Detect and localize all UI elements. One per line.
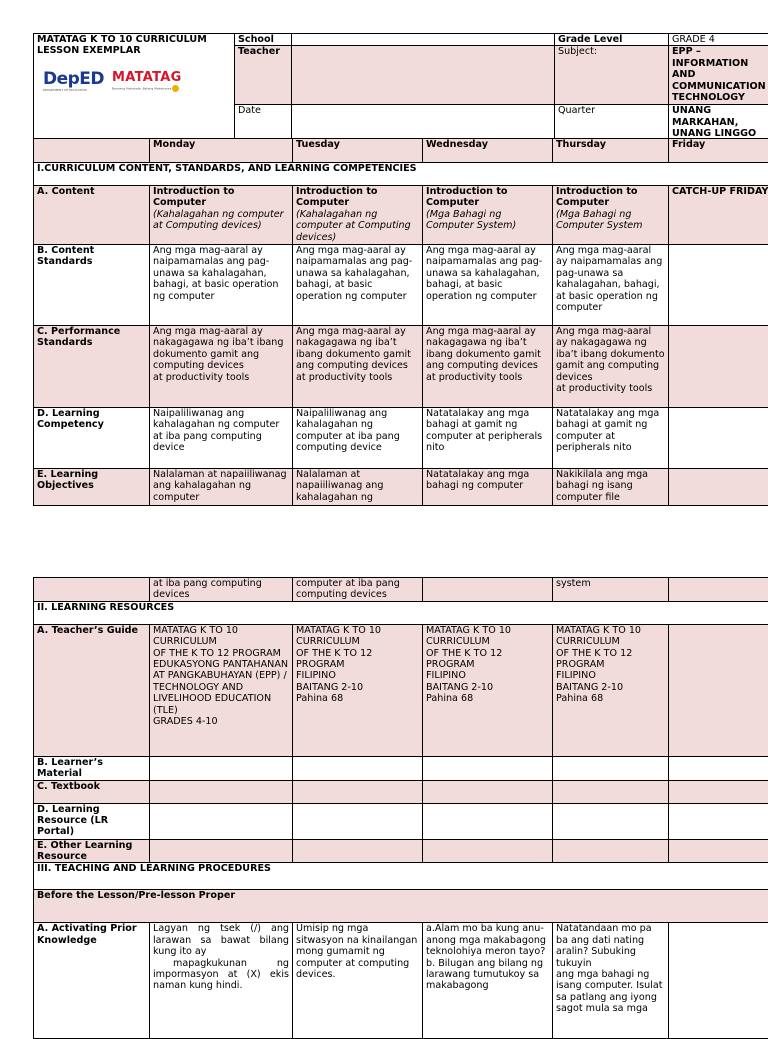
table-cell: Natatalakay ang mga bahagi ng computer <box>423 469 553 506</box>
table-cell: MATATAG K TO 10 CURRICULUM OF THE K TO 12 PROGRAM FILIPINO BAITANG 2-10 Pahina 68 <box>423 624 553 756</box>
table-cell: Ang mga mag-aaral ay nakagagawa ng iba’t ibang dokumento gamit ang computing devices at productivity tools <box>293 326 423 408</box>
table-cell: Ang mga mag-aaral ay naipamamalas ang pag-unawa sa kahalagahan, bahagi, at basic operation ng computer <box>293 245 423 326</box>
learning-resources-table <box>33 577 768 1039</box>
table-cell: Nalalaman at napaiiliwanag ang kahalagahan ng computer <box>150 469 293 506</box>
date-label: Date <box>235 105 292 140</box>
row-label: E. Other Learning Resource <box>34 839 150 863</box>
title-logo-cell <box>34 34 235 141</box>
row-label: E. Learning Objectives <box>34 469 150 506</box>
section-3-heading: III. TEACHING AND LEARNING PROCEDURES <box>34 863 768 890</box>
table-cell: MATATAG K TO 10 CURRICULUM OF THE K TO 12 PROGRAM FILIPINO BAITANG 2-10 Pahina 68 <box>293 624 423 756</box>
quarter-value: UNANG MARKAHAN, UNANG LINGGO <box>669 105 768 140</box>
row-label: A. Activating Prior Knowledge <box>34 923 150 1039</box>
lesson-exemplar-body-table <box>33 138 768 506</box>
table-cell: Natatalakay ang mga bahagi at gamit ng computer at peripherals nito <box>423 408 553 469</box>
logos <box>43 70 231 92</box>
teacher-value <box>292 46 555 105</box>
lr-portal-row <box>34 803 768 839</box>
table-cell: Ang mga mag-aaral ay nakagagawa ng iba’t ibang dokumento gamit ang computing devices at productivity tools <box>423 326 553 408</box>
table-cell <box>669 408 768 469</box>
row-label: B. Content Standards <box>34 245 150 326</box>
school-value <box>292 34 555 46</box>
day-thursday: Thursday <box>553 139 669 163</box>
section-1-heading: I.CURRICULUM CONTENT, STANDARDS, AND LEARNING COMPETENCIES <box>34 163 768 186</box>
subject-value: EPP – INFORMATION AND COMMUNICATION TECHNOLOGY <box>669 46 768 105</box>
table-cell: computer at iba pang computing devices <box>293 578 423 602</box>
content-cell: Introduction to Computer (Mga Bahagi ng Computer System <box>553 186 669 245</box>
table-cell: MATATAG K TO 10 CURRICULUM OF THE K TO 12 PROGRAM FILIPINO BAITANG 2-10 Pahina 68 <box>553 624 669 756</box>
table-cell <box>669 245 768 326</box>
table-cell: Naipaliliwanag ang kahalagahan ng computer at iba pang computing device <box>150 408 293 469</box>
row-label: A. Content <box>34 186 150 245</box>
day-tuesday: Tuesday <box>293 139 423 163</box>
table-cell: Natatandaan mo pa ba ang dati nating aralin? Subuking tukuyin ang mga bahagi ng isang computer. Isulat sa patlang ang iyong sagot mula sa mga <box>553 923 669 1039</box>
table-cell: Nalalaman at napaiiliwanag ang kahalagahan ng <box>293 469 423 506</box>
learners-material-row <box>34 756 768 780</box>
row-label: D. Learning Resource (LR Portal) <box>34 803 150 839</box>
table-cell: MATATAG K TO 10 CURRICULUM OF THE K TO 12 PROGRAM EDUKASYONG PANTAHANAN AT PANGKABUHAYAN (EPP) / TECHNOLOGY AND LIVELIHOOD EDUCATION (TLE) GRADES 4-10 <box>150 624 293 756</box>
day-monday: Monday <box>150 139 293 163</box>
table-cell <box>669 469 768 506</box>
row-label: D. Learning Competency <box>34 408 150 469</box>
section-2-heading: II. LEARNING RESOURCES <box>34 601 768 624</box>
table-cell: Natatalakay ang mga bahagi at gamit ng computer at peripherals nito <box>553 408 669 469</box>
competency-row <box>34 408 768 469</box>
objectives-continued-row <box>34 578 768 602</box>
table-cell: Ang mga mag-aaral ay naipamamalas ang pag-unawa sa kahalagahan, bahagi, at basic operation ng computer <box>150 245 293 326</box>
table-cell: Ang mga mag-aaral ay nakagagawa ng iba’t ibang dokumento gamit ang computing devices at productivity tools <box>150 326 293 408</box>
table-cell: system <box>553 578 669 602</box>
grade-value: GRADE 4 <box>669 34 768 46</box>
content-cell: Introduction to Computer (Kahalagahan ng computer at Computing devices) <box>293 186 423 245</box>
table-cell: Naipaliliwanag ang kahalagahan ng computer at iba pang computing device <box>293 408 423 469</box>
performance-row <box>34 326 768 408</box>
textbook-row <box>34 780 768 803</box>
table-cell: Ang mga mag-aaral ay naipamamalas ang pag-unawa sa kahalagahan, bahagi, at basic operation ng computer <box>553 245 669 326</box>
table-cell <box>669 578 768 602</box>
table-cell <box>669 326 768 408</box>
table-cell: a.Alam mo ba kung anu-anong mga makabagong teknolohiya meron tayo? b. Bilugan ang bilang ng larawang tumutukoy sa makabagong <box>423 923 553 1039</box>
seal-icon <box>172 85 179 92</box>
row-label: C. Performance Standards <box>34 326 150 408</box>
grade-label: Grade Level <box>555 34 669 46</box>
teachers-guide-row <box>34 624 768 756</box>
content-standards-row <box>34 245 768 326</box>
activating-prior-knowledge-row <box>34 923 768 1039</box>
table-cell: Lagyan ng tsek (/) ang larawan sa bawat bilang kung ito ay mapagkukunan ng impormasyon at (X) ekis naman kung hindi. <box>150 923 293 1039</box>
table-cell: Ang mga mag-aaral ay naipamamalas ang pag-unawa sa kahalagahan, bahagi, at basic operation ng computer <box>423 245 553 326</box>
other-resource-row <box>34 839 768 863</box>
row-label: C. Textbook <box>34 780 150 803</box>
deped-logo: DepED DEPARTMENT OF EDUCATION <box>43 70 104 92</box>
date-value <box>292 105 555 140</box>
table-cell: Ang mga mag-aaral ay nakagagawa ng iba’t ibang dokumento gamit ang computing devices at productivity tools <box>553 326 669 408</box>
before-lesson-heading: Before the Lesson/Pre-lesson Proper <box>34 890 768 923</box>
content-cell: CATCH-UP FRIDAY <box>669 186 768 245</box>
teacher-label: Teacher <box>235 46 292 105</box>
objectives-row <box>34 469 768 506</box>
day-wednesday: Wednesday <box>423 139 553 163</box>
school-label: School <box>235 34 292 46</box>
day-header-row <box>34 139 768 163</box>
table-cell: at iba pang computing devices <box>150 578 293 602</box>
day-friday: Friday <box>669 139 768 163</box>
content-row <box>34 186 768 245</box>
exemplar-title: MATATAG K TO 10 CURRICULUM LESSON EXEMPLAR <box>37 34 231 56</box>
content-cell: Introduction to Computer (Kahalagahan ng computer at Computing devices) <box>150 186 293 245</box>
content-cell: Introduction to Computer (Mga Bahagi ng Computer System) <box>423 186 553 245</box>
subject-label: Subject: <box>555 46 669 105</box>
quarter-label: Quarter <box>555 105 669 140</box>
row-label: B. Learner’s Material <box>34 756 150 780</box>
table-cell <box>423 578 553 602</box>
table-cell: Umisip ng mga sitwasyon na kinailangan mong gumamit ng computer at computing devices. <box>293 923 423 1039</box>
row-label: A. Teacher’s Guide <box>34 624 150 756</box>
table-cell: Nakikilala ang mga bahagi ng isang computer file <box>553 469 669 506</box>
lesson-exemplar-header-table <box>33 33 768 141</box>
matatag-logo: MATATAG Bansang Makabata, Batang Makabansa <box>112 71 182 92</box>
